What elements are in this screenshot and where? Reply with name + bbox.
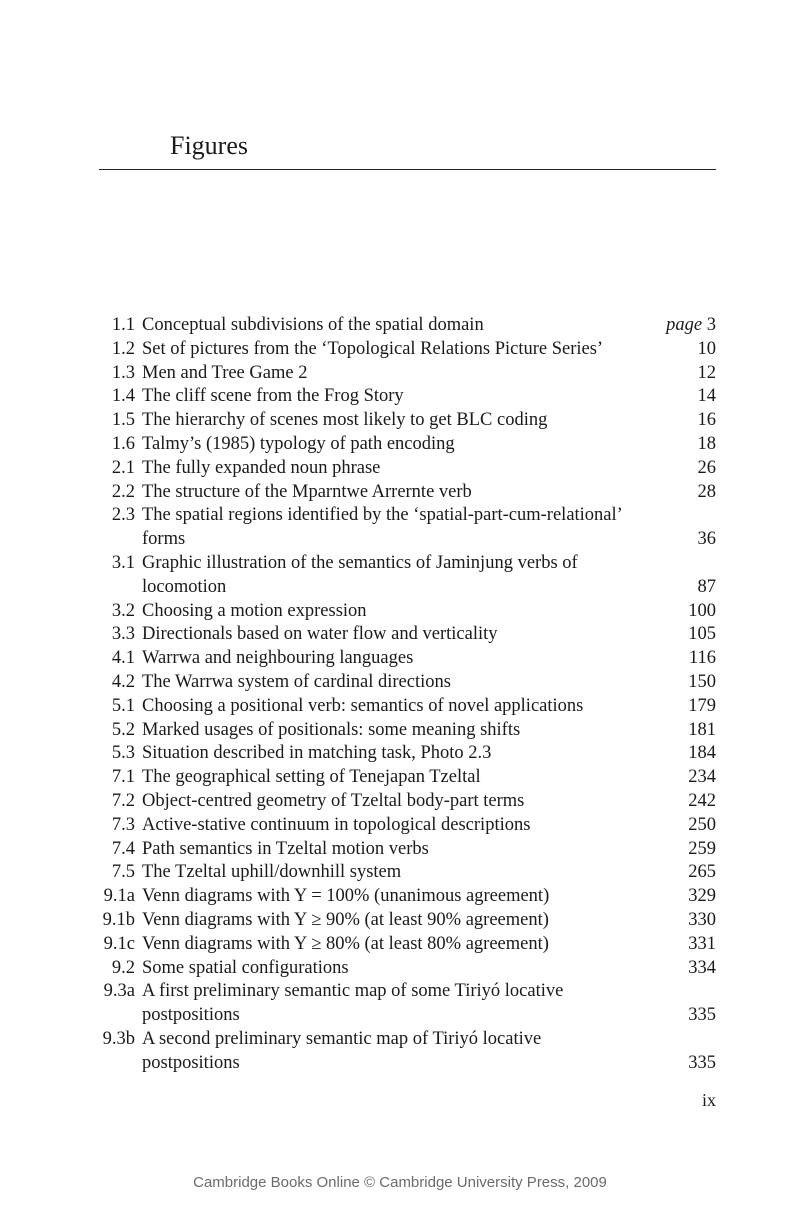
figure-caption: Men and Tree Game 2 — [142, 362, 308, 383]
figure-page-number: 265 — [688, 862, 716, 883]
figure-number: 1.6 — [111, 433, 135, 454]
figure-page — [678, 766, 716, 790]
figure-page — [688, 576, 717, 600]
figure-page-number: 14 — [697, 386, 716, 407]
figure-page-number: 334 — [688, 957, 716, 978]
figure-page-number: 250 — [688, 814, 716, 835]
figure-number: 1.5 — [111, 410, 135, 431]
figure-page-number: 331 — [688, 933, 716, 954]
figure-entry — [99, 766, 716, 790]
figure-caption: postpositions — [142, 1005, 240, 1026]
figure-entry — [99, 838, 716, 862]
figure-entry — [99, 790, 716, 814]
figure-page — [678, 861, 716, 885]
page-word: page — [666, 315, 703, 335]
figure-entry — [99, 504, 716, 552]
figure-page — [678, 790, 716, 814]
figure-caption: Warrwa and neighbouring languages — [142, 648, 414, 669]
page-number: ix — [701, 1090, 716, 1110]
figure-entry — [99, 742, 716, 766]
figure-entry — [99, 481, 716, 505]
figure-entry — [99, 980, 716, 1028]
figure-caption: Marked usages of positionals: some meaning shifts — [142, 719, 521, 740]
figure-page-number: 100 — [688, 600, 716, 621]
figure-caption: Conceptual subdivisions of the spatial domain — [142, 315, 484, 335]
figure-entry — [99, 933, 716, 957]
figure-page-number: 234 — [688, 767, 716, 788]
figure-page-number: 330 — [688, 909, 716, 930]
figure-entry — [99, 457, 716, 481]
figure-page-number: 259 — [688, 838, 716, 859]
figure-number: 9.1b — [102, 909, 135, 930]
figure-entry — [99, 600, 716, 624]
figure-page — [688, 457, 717, 481]
figure-page-number: 3 — [706, 315, 716, 335]
figure-page-number: 184 — [688, 743, 716, 764]
figure-entry — [99, 814, 716, 838]
figure-number: 7.4 — [111, 838, 135, 859]
figure-page — [688, 528, 717, 552]
figure-caption: The geographical setting of Tenejapan Tzeltal — [142, 767, 481, 788]
figure-page — [688, 338, 717, 362]
figure-page-number: 181 — [688, 719, 716, 740]
figure-page-number: 335 — [688, 1052, 716, 1073]
page-title: Figures — [170, 131, 248, 161]
figure-caption: Set of pictures from the ‘Topological Relations Picture Series’ — [142, 338, 604, 359]
figure-page — [678, 814, 716, 838]
figure-caption: Active-stative continuum in topological descriptions — [142, 814, 531, 835]
figure-page — [678, 909, 716, 933]
figure-entry — [99, 909, 716, 933]
figure-number: 1.1 — [111, 315, 135, 335]
figure-number: 1.4 — [111, 386, 135, 407]
figure-caption: Venn diagrams with Y = 100% (unanimous agreement) — [142, 886, 550, 907]
figure-page-number: 87 — [697, 576, 716, 597]
figure-entry — [99, 433, 716, 457]
figure-page — [688, 385, 717, 409]
figure-caption: The spatial regions identified by the ‘spatial-part-cum-relational’ — [142, 505, 623, 526]
figure-entry — [99, 338, 716, 362]
figure-caption: Path semantics in Tzeltal motion verbs — [142, 838, 429, 859]
figure-page — [678, 957, 716, 981]
figure-page-number: 18 — [697, 433, 716, 454]
figure-caption: Some spatial configurations — [142, 957, 349, 978]
figure-number: 4.1 — [111, 648, 135, 669]
figure-number: 9.1a — [103, 886, 135, 907]
figure-page-number: 26 — [697, 457, 716, 478]
figure-caption: The structure of the Mparntwe Arrernte verb — [142, 481, 472, 502]
figure-page — [678, 838, 716, 862]
figure-number: 7.2 — [111, 790, 135, 811]
figure-number: 5.1 — [111, 695, 135, 716]
figure-entry — [99, 314, 716, 338]
figure-page-number: 335 — [688, 1005, 716, 1026]
figure-entry — [99, 409, 716, 433]
figure-entry — [99, 695, 716, 719]
figure-number: 9.1c — [103, 933, 135, 954]
figure-caption: A first preliminary semantic map of some Tiriyó locative — [142, 981, 564, 1002]
figure-caption: Venn diagrams with Y ≥ 90% (at least 90% agreement) — [142, 909, 549, 930]
figure-number: 7.3 — [111, 814, 135, 835]
figure-page — [688, 409, 717, 433]
figure-caption: The hierarchy of scenes most likely to get BLC coding — [142, 410, 548, 431]
figure-caption: The Tzeltal uphill/downhill system — [142, 862, 402, 883]
figure-entry — [99, 1028, 716, 1076]
title-rule — [99, 169, 716, 170]
figure-entry — [99, 885, 716, 909]
figure-number: 5.2 — [111, 719, 135, 740]
figure-caption: The Warrwa system of cardinal directions — [142, 671, 451, 692]
figure-caption: Directionals based on water flow and verticality — [142, 624, 498, 645]
figure-number: 5.3 — [111, 743, 135, 764]
figure-page — [688, 433, 717, 457]
figure-number: 9.2 — [111, 957, 135, 978]
figure-number: 3.3 — [111, 624, 135, 645]
figure-caption: Talmy’s (1985) typology of path encoding — [142, 433, 455, 454]
figure-entry — [99, 385, 716, 409]
figure-caption: postpositions — [142, 1052, 240, 1073]
figure-number: 2.3 — [111, 505, 135, 526]
figure-caption: forms — [142, 529, 186, 550]
figure-entry — [99, 647, 716, 671]
figure-caption: Situation described in matching task, Photo 2.3 — [142, 743, 492, 764]
figure-entry — [99, 552, 716, 600]
figure-page — [678, 600, 716, 624]
figure-page-number: 36 — [697, 529, 716, 550]
figure-page-number: 105 — [688, 624, 716, 645]
figure-page-number: 179 — [688, 695, 716, 716]
figure-entry — [99, 671, 716, 695]
figure-entry — [99, 623, 716, 647]
figure-page — [656, 314, 716, 338]
figure-page — [678, 695, 716, 719]
figure-page-number: 150 — [688, 671, 716, 692]
figure-number: 2.2 — [111, 481, 135, 502]
figure-caption: Venn diagrams with Y ≥ 80% (at least 80% agreement) — [142, 933, 549, 954]
figure-entry — [99, 362, 716, 386]
figure-entry — [99, 957, 716, 981]
figure-page — [678, 742, 716, 766]
figure-number: 3.2 — [111, 600, 135, 621]
figure-page-number: 116 — [688, 648, 716, 669]
figure-number: 4.2 — [111, 671, 135, 692]
figure-caption: The cliff scene from the Frog Story — [142, 386, 404, 407]
figure-page — [688, 362, 717, 386]
figure-entry — [99, 719, 716, 743]
figure-page — [678, 1004, 716, 1028]
figure-page — [678, 671, 716, 695]
figure-caption: Choosing a motion expression — [142, 600, 367, 621]
copyright-footer: Cambridge Books Online © Cambridge University Press, 2009 — [193, 1174, 607, 1191]
figure-page — [688, 481, 717, 505]
figure-caption: A second preliminary semantic map of Tiriyó locative — [142, 1028, 542, 1049]
figure-number: 7.5 — [111, 862, 135, 883]
figure-caption: Graphic illustration of the semantics of Jaminjung verbs of — [142, 552, 578, 573]
figure-number: 7.1 — [111, 767, 135, 788]
figure-caption: locomotion — [142, 576, 227, 597]
figure-page-number: 242 — [688, 790, 716, 811]
figure-page — [678, 933, 716, 957]
figure-caption: The fully expanded noun phrase — [142, 457, 381, 478]
figure-page-number: 28 — [697, 481, 716, 502]
figure-page — [679, 647, 716, 671]
figure-number: 1.3 — [111, 362, 135, 383]
figure-page — [678, 1052, 716, 1076]
figure-number: 2.1 — [111, 457, 135, 478]
figure-caption: Object-centred geometry of Tzeltal body-part terms — [142, 790, 525, 811]
figure-page-number: 16 — [697, 410, 716, 431]
figure-list — [99, 314, 716, 1076]
figure-number: 9.3a — [103, 981, 135, 1002]
figure-number: 1.2 — [111, 338, 135, 359]
figure-number: 9.3b — [102, 1028, 135, 1049]
figure-page-number: 329 — [688, 886, 716, 907]
figure-page — [678, 719, 716, 743]
figure-page — [678, 885, 716, 909]
figure-caption: Choosing a positional verb: semantics of novel applications — [142, 695, 584, 716]
figure-page-number: 12 — [697, 362, 716, 383]
figure-page-number: 10 — [697, 338, 716, 359]
figure-page — [678, 623, 716, 647]
figure-entry — [99, 861, 716, 885]
figure-number: 3.1 — [111, 552, 135, 573]
